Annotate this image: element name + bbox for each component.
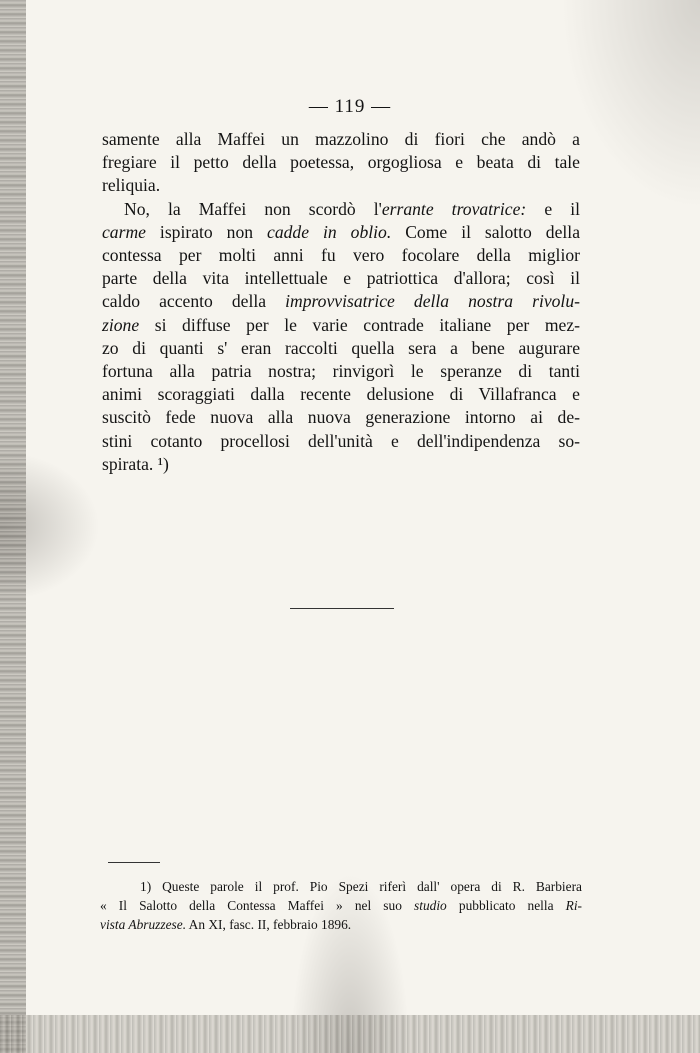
text-line: parte della vita intellettuale e patriottica d'allora; così il	[102, 268, 580, 289]
footnote-line: « Il Salotto della Contessa Maffei » nel suo studio pubblicato nella Ri-	[100, 898, 582, 913]
text-line: carme ispirato non cadde in oblio. Come il salotto della	[102, 221, 580, 242]
text-line: contessa per molti anni fu vero focolare della miglior	[102, 245, 580, 266]
footnote-divider	[108, 862, 160, 863]
footnote-line: 1) Queste parole il prof. Pio Spezi riferì dall' opera di R. Barbiera	[140, 879, 582, 894]
text-line: samente alla Maffei un mazzolino di fiori che andò a	[102, 129, 580, 149]
text-line: No, la Maffei non scordò l'errante trovatrice: e il	[124, 198, 580, 219]
page-left-edge-shadow	[0, 0, 26, 1053]
main-text-block	[102, 128, 580, 476]
text-line: caldo accento della improvvisatrice della nostra rivolu-	[102, 291, 580, 312]
text-line: animi scoraggiati dalla recente delusione di Villafranca e	[102, 384, 580, 405]
footnote-line: vista Abruzzese. An XI, fasc. II, febbraio 1896.	[100, 917, 352, 932]
text-line: zo di quanti s' eran raccolti quella sera a bene augurare	[102, 337, 580, 358]
text-line: fortuna alla patria nostra; rinvigorì le speranze di tanti	[102, 361, 580, 382]
text-line: suscitò fede nuova alla nuova generazione intorno ai de-	[102, 407, 580, 428]
text-line: spirata. ¹)	[102, 453, 169, 474]
section-divider	[290, 608, 394, 609]
footnote-block	[100, 877, 582, 934]
text-line: reliquia.	[102, 175, 161, 196]
text-line: stini cotanto procellosi dell'unità e dell'indipendenza so-	[102, 430, 580, 451]
page-number: — 119 —	[308, 96, 392, 117]
text-line: zione si diffuse per le varie contrade italiane per mez-	[102, 314, 580, 335]
text-line: fregiare il petto della poetessa, orgogliosa e beata di tale	[102, 152, 580, 173]
page-bottom-edge-shadow	[0, 1015, 700, 1053]
